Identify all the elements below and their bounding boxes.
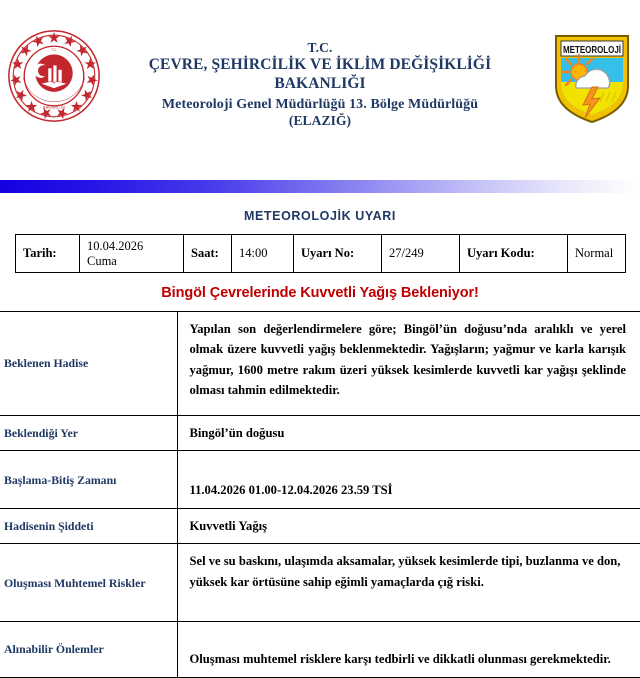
info-value-tarih-date: 10.04.2026: [87, 239, 144, 254]
row-value-beklenen-hadise: Yapılan son değerlendirmelere göre; Bingöl’ün doğusu’nda aralıklı ve yerel olmak üzere kuvvetli yağış beklenmektedir. Yağışların; yağmur ve karla karışık yağmur, 1600 metre rakım üzeri yüksek kesimlerde kuvvetli kar yağışı şeklinde olması tahmin edilmektedir.: [177, 312, 640, 416]
header-line-city: (ELAZIĞ): [288, 113, 352, 129]
table-row: [0, 312, 640, 416]
document-header: [0, 0, 640, 180]
info-label-uyari-kodu: Uyarı Kodu:: [460, 235, 568, 273]
row-label-beklendigi-yer: Beklendiği Yer: [0, 416, 177, 451]
info-label-tarih: Tarih:: [16, 235, 80, 273]
info-value-uyari-no: 27/249: [382, 235, 460, 273]
warning-headline: Bingöl Çevrelerinde Kuvvetli Yağış Bekleniyor!: [161, 285, 479, 301]
header-line-ministry-1: ÇEVRE, ŞEHİRCİLİK VE İKLİM DEĞİŞİKLİĞİ: [148, 56, 492, 74]
info-value-uyari-kodu: Normal: [568, 235, 626, 273]
svg-text:T.C.: T.C.: [50, 48, 58, 53]
row-label-hadisenin-siddeti: Hadisenin Şiddeti: [0, 508, 177, 543]
header-title-block: [110, 40, 530, 130]
warning-info-table: [15, 234, 626, 273]
info-value-saat: 14:00: [232, 235, 294, 273]
row-value-hadisenin-siddeti: Kuvvetli Yağış: [177, 508, 640, 543]
ministry-seal-icon: [6, 28, 102, 124]
warning-details-table: [0, 311, 640, 678]
section-title: METEOROLOJİK UYARI: [243, 209, 397, 223]
meteoroloji-logo-text: METEOROLOJİ: [563, 44, 640, 56]
row-value-beklendigi-yer: Bingöl’ün doğusu: [177, 416, 640, 451]
info-table-row: [16, 235, 626, 273]
header-line-directorate: Meteoroloji Genel Müdürlüğü 13. Bölge Müdürlüğü: [161, 97, 479, 113]
meteoroloji-logo-icon: [552, 32, 640, 124]
info-table-wrapper: [0, 234, 640, 273]
info-value-tarih: [80, 235, 184, 273]
table-row: [0, 416, 640, 451]
row-value-alinabilir-onlemler: [177, 622, 640, 677]
table-row: [0, 508, 640, 543]
header-line-tc: T.C.: [307, 40, 333, 55]
row-value-baslama-bitis-zamani: [177, 451, 640, 508]
row-value-baslama-bitis-zamani-text: 11.04.2026 01.00-12.04.2026 23.59 TSİ: [189, 483, 393, 498]
table-row: [0, 622, 640, 677]
info-label-uyari-no: Uyarı No:: [294, 235, 382, 273]
info-value-tarih-day: Cuma: [87, 253, 117, 268]
table-row: [0, 544, 640, 622]
svg-text:· BAKANLIĞI ·: · BAKANLIĞI ·: [40, 104, 68, 110]
row-label-alinabilir-onlemler: Alınabilir Önlemler: [0, 622, 177, 677]
header-line-ministry-2: BAKANLIĞI: [274, 75, 366, 93]
row-label-olusmasi-muhtemel-riskler: Oluşması Muhtemel Riskler: [0, 544, 177, 622]
info-label-saat: Saat:: [184, 235, 232, 273]
row-label-baslama-bitis-zamani: Başlama-Bitiş Zamanı: [0, 451, 177, 508]
gradient-divider-bar: [0, 180, 640, 193]
row-value-olusmasi-muhtemel-riskler: Sel ve su baskını, ulaşımda aksamalar, yüksek kesimlerde tipi, buzlanma ve don, yüksek kar örtüsüne sahip eğimli yamaçlarda çığ riski.: [177, 544, 640, 622]
row-label-beklenen-hadise: Beklenen Hadise: [0, 312, 177, 416]
table-row: [0, 451, 640, 508]
row-value-alinabilir-onlemler-text: Oluşması muhtemel risklere karşı tedbirli ve dikkatli olunması gerekmektedir.: [189, 652, 611, 667]
